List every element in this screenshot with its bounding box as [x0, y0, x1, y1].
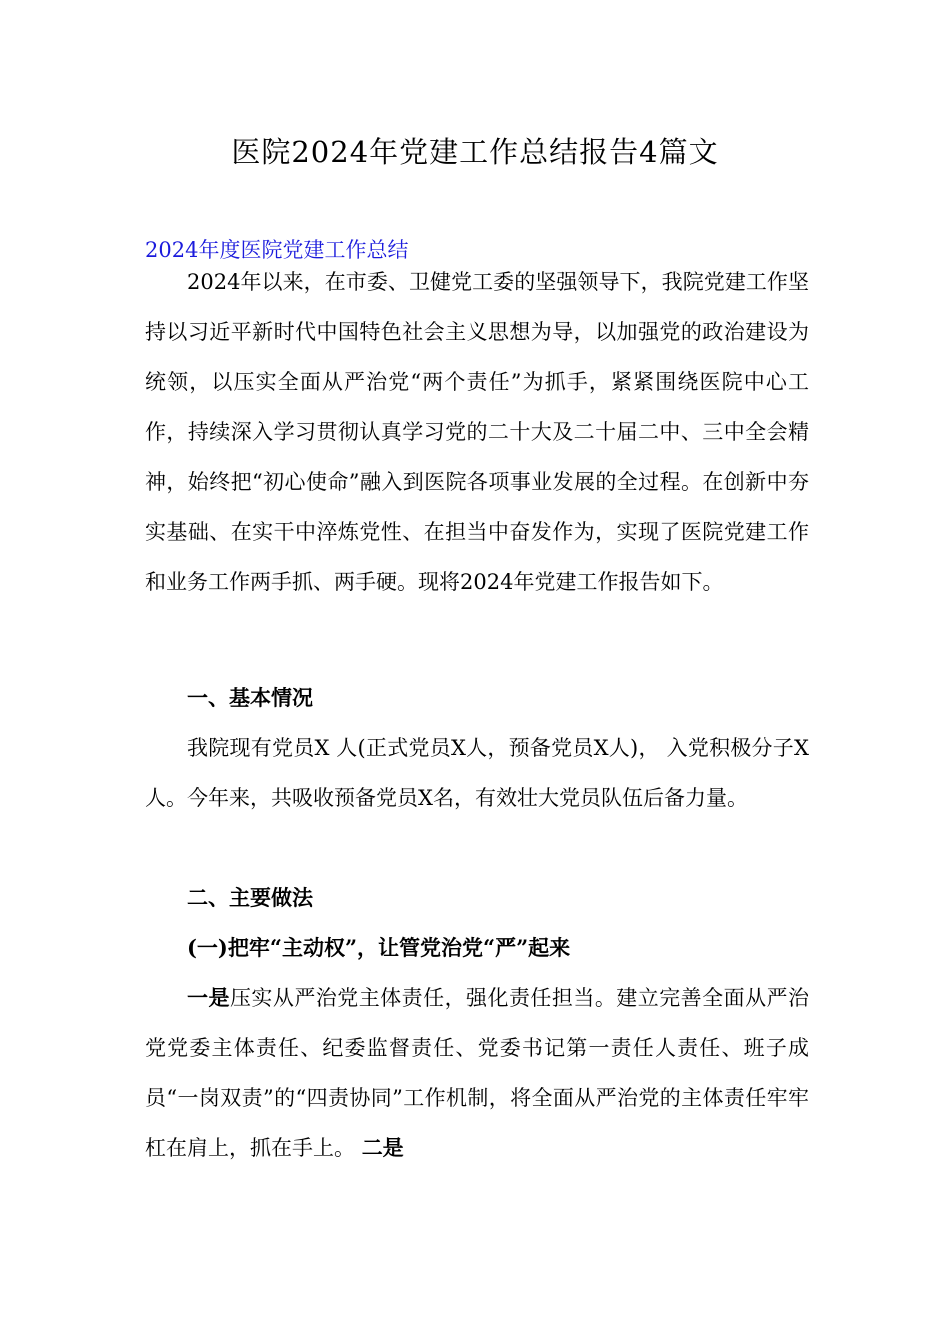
- heading-main-practices: 二、主要做法: [187, 885, 313, 910]
- point-1-text: 压实从严治党主体责任，强化责任担当。建立完善全面从严治党党委主体责任、纪委监督责任、党委书记第一责任人责任、班子成员“一岗双责”的“四责协同”工作机制，将全面从严治党的主体责任牢牢杠在肩上，抓在手上。: [145, 986, 810, 1160]
- point-2-lead: 二是: [361, 1135, 404, 1160]
- section-subtitle: 2024年度医院党建工作总结: [145, 238, 409, 262]
- subheading-initiative: (一)把牢“主动权”，让管党治党“严”起来: [187, 935, 571, 960]
- document-title: 医院2024年党建工作总结报告4篇文: [231, 135, 719, 169]
- point-1-lead: 一是: [187, 985, 230, 1010]
- intro-paragraph: 2024年以来，在市委、卫健党工委的坚强领导下，我院党建工作坚持以习近平新时代中国特色社会主义思想为导，以加强党的政治建设为统领，以压实全面从严治党“两个责任”为抓手，紧紧围绕医院中心工作，持续深入学习贯彻认真学习党的二十大及二十届二中、三中全会精神，始终把“初心使命”融入到医院各项事业发展的全过程。在创新中夯实基础、在实干中淬炼党性、在担当中奋发作为，实现了医院党建工作和业务工作两手抓、两手硬。现将2024年党建工作报告如下。: [145, 270, 809, 594]
- basic-situation-paragraph: 我院现有党员X 人(正式党员X人，预备党员X人)， 入党积极分子X人。今年来，共吸收预备党员X名，有效壮大党员队伍后备力量。: [145, 736, 809, 810]
- point-paragraph: [145, 973, 809, 1173]
- heading-basic-situation: 一、基本情况: [187, 685, 313, 710]
